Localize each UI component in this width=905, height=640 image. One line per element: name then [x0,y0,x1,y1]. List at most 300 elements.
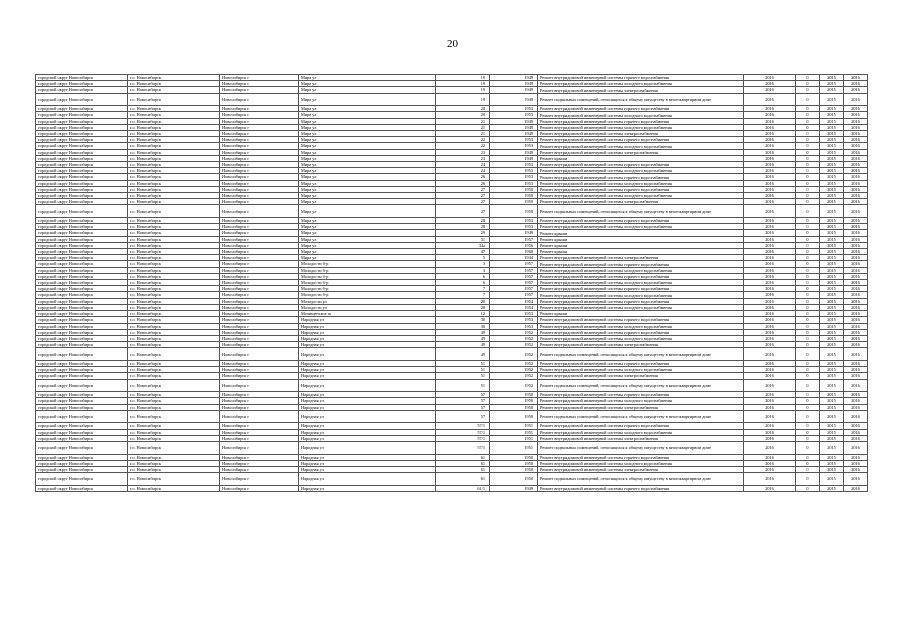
cell-house-number: 20 [436,106,490,112]
cell-street: Мира ул [299,81,436,87]
cell-locality: Новосибирск г [220,404,299,410]
cell-cost: 0 [796,329,820,335]
cell-street: Мира ул [299,131,436,137]
cell-street: Народная ул [299,360,436,366]
cell-street: Народная ул [299,473,436,486]
cell-district: г.о. Новосибирск [128,286,220,292]
cell-build-year: 1949 [490,87,538,93]
cell-end-year: 2016 [844,280,868,286]
cell-build-year: 1953 [490,174,538,180]
cell-cost: 0 [796,180,820,186]
cell-start-year: 2015 [820,335,844,341]
cell-street: Мира ул [299,137,436,143]
cell-street: Мира ул [299,87,436,93]
cell-district: г.о. Новосибирск [128,273,220,279]
cell-house-number: 31 [436,236,490,242]
cell-cost: 0 [796,224,820,230]
cell-build-year: 1953 [490,311,538,317]
cell-cost: 0 [796,199,820,205]
cell-municipality: городской округ Новосибирск [36,168,128,174]
cell-municipality: городской округ Новосибирск [36,162,128,168]
cell-end-year: 2016 [844,255,868,261]
cell-municipality: городской округ Новосибирск [36,460,128,466]
cell-locality: Новосибирск г [220,423,299,429]
cell-plan-year: 2016 [744,360,796,366]
cell-locality: Новосибирск г [220,311,299,317]
cell-locality: Новосибирск г [220,87,299,93]
cell-municipality: городской округ Новосибирск [36,348,128,361]
cell-cost: 0 [796,323,820,329]
cell-district: г.о. Новосибирск [128,199,220,205]
cell-build-year: 1952 [490,367,538,373]
cell-house-number: 30 [436,317,490,323]
cell-build-year: 1953 [490,137,538,143]
cell-municipality: городской округ Новосибирск [36,242,128,248]
cell-street: Народная ул [299,435,436,441]
cell-house-number: 6 [436,280,490,286]
cell-house-number: 57/1 [436,435,490,441]
cell-street: Народная ул [299,485,436,491]
cell-district: г.о. Новосибирск [128,466,220,472]
cell-house-number: 49 [436,342,490,348]
cell-work-type: Ремонт внутридомовой инженерной системы холодного водоснабжения [538,168,744,174]
cell-end-year: 2016 [844,143,868,149]
cell-municipality: городской округ Новосибирск [36,186,128,192]
cell-build-year: 1953 [490,112,538,118]
cell-build-year: 1950 [490,404,538,410]
cell-build-year: 1957 [490,280,538,286]
cell-plan-year: 2016 [744,118,796,124]
cell-municipality: городской округ Новосибирск [36,273,128,279]
cell-street: Молодости б-р [299,273,436,279]
cell-plan-year: 2016 [744,429,796,435]
cell-locality: Новосибирск г [220,218,299,224]
cell-municipality: городской округ Новосибирск [36,149,128,155]
cell-municipality: городской округ Новосибирск [36,485,128,491]
cell-plan-year: 2016 [744,205,796,218]
cell-build-year: 1952 [490,379,538,392]
cell-house-number: 29 [436,230,490,236]
cell-start-year: 2015 [820,224,844,230]
cell-start-year: 2015 [820,193,844,199]
cell-start-year: 2015 [820,435,844,441]
cell-work-type: Ремонт внутридомовой инженерной системы холодного водоснабжения [538,193,744,199]
cell-municipality: городской округ Новосибирск [36,218,128,224]
cell-house-number: 27 [436,199,490,205]
cell-district: г.о. Новосибирск [128,255,220,261]
cell-street: Мира ул [299,112,436,118]
cell-district: г.о. Новосибирск [128,267,220,273]
cell-house-number: 30 [436,323,490,329]
cell-house-number: 49 [436,335,490,341]
cell-build-year: 1949 [490,485,538,491]
cell-locality: Новосибирск г [220,255,299,261]
cell-locality: Новосибирск г [220,441,299,454]
cell-build-year: 1951 [490,429,538,435]
cell-end-year: 2016 [844,367,868,373]
cell-house-number: 34а [436,242,490,248]
cell-street: Мира ул [299,149,436,155]
cell-district: г.о. Новосибирск [128,186,220,192]
cell-municipality: городской округ Новосибирск [36,298,128,304]
cell-build-year: 1950 [490,392,538,398]
cell-house-number: 7 [436,286,490,292]
cell-house-number: 61 [436,473,490,486]
cell-house-number: 20 [436,112,490,118]
cell-work-type: Ремонт внутридомовой инженерной системы горячего водоснабжения [538,137,744,143]
cell-work-type: Ремонт внутридомовой инженерной системы электроснабжения [538,255,744,261]
cell-locality: Новосибирск г [220,193,299,199]
cell-locality: Новосибирск г [220,162,299,168]
cell-end-year: 2016 [844,230,868,236]
cell-street: Мира ул [299,199,436,205]
cell-start-year: 2015 [820,392,844,398]
cell-street: Молодости ул [299,298,436,304]
cell-cost: 0 [796,367,820,373]
cell-build-year: 1950 [490,199,538,205]
cell-end-year: 2016 [844,404,868,410]
cell-end-year: 2016 [844,304,868,310]
cell-end-year: 2016 [844,473,868,486]
cell-district: г.о. Новосибирск [128,373,220,379]
cell-house-number: 51 [436,367,490,373]
cell-plan-year: 2016 [744,454,796,460]
cell-cost: 0 [796,249,820,255]
cell-municipality: городской округ Новосибирск [36,454,128,460]
cell-work-type: Ремонт внутридомовой инженерной системы горячего водоснабжения [538,75,744,81]
cell-municipality: городской округ Новосибирск [36,441,128,454]
cell-cost: 0 [796,286,820,292]
cell-plan-year: 2016 [744,249,796,255]
cell-start-year: 2015 [820,379,844,392]
cell-house-number: 61 [436,460,490,466]
cell-municipality: городской округ Новосибирск [36,292,128,298]
cell-start-year: 2015 [820,286,844,292]
cell-start-year: 2015 [820,162,844,168]
cell-district: г.о. Новосибирск [128,454,220,460]
cell-municipality: городской округ Новосибирск [36,473,128,486]
cell-start-year: 2015 [820,106,844,112]
cell-locality: Новосибирск г [220,460,299,466]
cell-municipality: городской округ Новосибирск [36,193,128,199]
cell-cost: 0 [796,298,820,304]
cell-work-type: Ремонт внутридомовой инженерной системы горячего водоснабжения [538,106,744,112]
cell-start-year: 2015 [820,230,844,236]
cell-district: г.о. Новосибирск [128,242,220,248]
cell-house-number: 12 [436,311,490,317]
cell-start-year: 2015 [820,423,844,429]
cell-end-year: 2016 [844,335,868,341]
cell-cost: 0 [796,304,820,310]
cell-end-year: 2016 [844,485,868,491]
cell-start-year: 2015 [820,174,844,180]
cell-build-year: 1950 [490,466,538,472]
cell-build-year: 1952 [490,342,538,348]
cell-build-year: 1952 [490,373,538,379]
cell-plan-year: 2016 [744,342,796,348]
cell-street: Мира ул [299,174,436,180]
cell-work-type: Ремонт подвальных помещений, относящихся к общему имуществу в многоквартирном доме [538,348,744,361]
cell-house-number: 28 [436,218,490,224]
cell-locality: Новосибирск г [220,348,299,361]
cell-start-year: 2015 [820,485,844,491]
cell-district: г.о. Новосибирск [128,398,220,404]
cell-start-year: 2015 [820,205,844,218]
cell-street: Мира ул [299,224,436,230]
cell-start-year: 2015 [820,280,844,286]
cell-district: г.о. Новосибирск [128,379,220,392]
cell-cost: 0 [796,255,820,261]
cell-start-year: 2015 [820,348,844,361]
cell-house-number: 47 [436,249,490,255]
cell-street: Молодости ул [299,304,436,310]
cell-cost: 0 [796,267,820,273]
cell-end-year: 2016 [844,398,868,404]
cell-build-year: 1953 [490,323,538,329]
cell-build-year: 1949 [490,118,538,124]
cell-street: Мира ул [299,155,436,161]
cell-build-year: 1950 [490,186,538,192]
cell-street: Народная ул [299,373,436,379]
cell-cost: 0 [796,373,820,379]
cell-end-year: 2016 [844,242,868,248]
cell-street: Мира ул [299,143,436,149]
cell-cost: 0 [796,360,820,366]
cell-house-number: 22 [436,143,490,149]
cell-cost: 0 [796,118,820,124]
cell-district: г.о. Новосибирск [128,317,220,323]
cell-locality: Новосибирск г [220,329,299,335]
cell-cost: 0 [796,335,820,341]
cell-municipality: городской округ Новосибирск [36,373,128,379]
cell-street: Народная ул [299,342,436,348]
cell-end-year: 2016 [844,379,868,392]
cell-start-year: 2015 [820,81,844,87]
cell-house-number: 21 [436,118,490,124]
cell-district: г.о. Новосибирск [128,423,220,429]
cell-cost: 0 [796,292,820,298]
cell-house-number: 61 [436,466,490,472]
cell-work-type: Ремонт подвальных помещений, относящихся к общему имуществу в многоквартирном доме [538,473,744,486]
cell-work-type: Ремонт внутридомовой инженерной системы горячего водоснабжения [538,186,744,192]
cell-start-year: 2015 [820,323,844,329]
cell-street: Народная ул [299,329,436,335]
cell-plan-year: 2016 [744,242,796,248]
cell-street: Мира ул [299,230,436,236]
cell-locality: Новосибирск г [220,392,299,398]
cell-build-year: 1952 [490,360,538,366]
cell-start-year: 2015 [820,311,844,317]
cell-plan-year: 2016 [744,261,796,267]
cell-locality: Новосибирск г [220,199,299,205]
cell-plan-year: 2016 [744,317,796,323]
cell-end-year: 2016 [844,423,868,429]
cell-house-number: 20 [436,298,490,304]
cell-work-type: Ремонт внутридомовой инженерной системы горячего водоснабжения [538,174,744,180]
cell-start-year: 2015 [820,267,844,273]
cell-district: г.о. Новосибирск [128,180,220,186]
cell-start-year: 2015 [820,410,844,423]
cell-street: Мира ул [299,255,436,261]
cell-municipality: городской округ Новосибирск [36,329,128,335]
cell-start-year: 2015 [820,304,844,310]
cell-cost: 0 [796,112,820,118]
cell-locality: Новосибирск г [220,131,299,137]
cell-municipality: городской округ Новосибирск [36,398,128,404]
cell-plan-year: 2016 [744,348,796,361]
cell-house-number: 23 [436,155,490,161]
cell-district: г.о. Новосибирск [128,392,220,398]
cell-plan-year: 2016 [744,373,796,379]
cell-street: Народная ул [299,404,436,410]
cell-start-year: 2015 [820,199,844,205]
cell-house-number: 51 [436,360,490,366]
cell-cost: 0 [796,273,820,279]
cell-build-year: 1949 [490,93,538,106]
cell-plan-year: 2016 [744,174,796,180]
cell-build-year: 1957 [490,273,538,279]
cell-municipality: городской округ Новосибирск [36,435,128,441]
cell-municipality: городской округ Новосибирск [36,131,128,137]
cell-build-year: 1957 [490,286,538,292]
cell-plan-year: 2016 [744,149,796,155]
cell-district: г.о. Новосибирск [128,75,220,81]
cell-house-number: 5 [436,255,490,261]
cell-district: г.о. Новосибирск [128,429,220,435]
cell-plan-year: 2016 [744,435,796,441]
cell-district: г.о. Новосибирск [128,118,220,124]
cell-plan-year: 2016 [744,473,796,486]
cell-house-number: 20 [436,304,490,310]
cell-start-year: 2015 [820,292,844,298]
cell-cost: 0 [796,174,820,180]
cell-house-number: 57 [436,404,490,410]
cell-plan-year: 2016 [744,410,796,423]
cell-start-year: 2015 [820,124,844,130]
cell-end-year: 2016 [844,342,868,348]
cell-district: г.о. Новосибирск [128,168,220,174]
cell-build-year: 1953 [490,106,538,112]
cell-street: Народная ул [299,423,436,429]
cell-street: Мира ул [299,106,436,112]
table-row [36,485,868,491]
cell-cost: 0 [796,460,820,466]
cell-end-year: 2016 [844,466,868,472]
cell-work-type: Ремонт внутридомовой инженерной системы холодного водоснабжения [538,124,744,130]
cell-end-year: 2016 [844,348,868,361]
cell-district: г.о. Новосибирск [128,342,220,348]
cell-plan-year: 2016 [744,460,796,466]
cell-district: г.о. Новосибирск [128,298,220,304]
cell-start-year: 2015 [820,249,844,255]
cell-district: г.о. Новосибирск [128,360,220,366]
cell-start-year: 2015 [820,273,844,279]
cell-locality: Новосибирск г [220,286,299,292]
cell-house-number: 27 [436,186,490,192]
cell-locality: Новосибирск г [220,106,299,112]
cell-district: г.о. Новосибирск [128,292,220,298]
cell-build-year: 1949 [490,81,538,87]
cell-work-type: Ремонт внутридомовой инженерной системы холодного водоснабжения [538,280,744,286]
table-body [36,75,868,492]
cell-cost: 0 [796,149,820,155]
cell-build-year: 1957 [490,261,538,267]
cell-end-year: 2016 [844,199,868,205]
cell-municipality: городской округ Новосибирск [36,87,128,93]
table-row [36,473,868,486]
cell-street: Народная ул [299,410,436,423]
cell-work-type: Ремонт внутридомовой инженерной системы горячего водоснабжения [538,423,744,429]
cell-work-type: Ремонт внутридомовой инженерной системы холодного водоснабжения [538,398,744,404]
cell-locality: Новосибирск г [220,273,299,279]
cell-municipality: городской округ Новосибирск [36,174,128,180]
cell-street: Народная ул [299,466,436,472]
cell-street: Мира ул [299,205,436,218]
cell-district: г.о. Новосибирск [128,485,220,491]
cell-house-number: 6 [436,273,490,279]
cell-cost: 0 [796,168,820,174]
cell-start-year: 2015 [820,255,844,261]
cell-plan-year: 2016 [744,255,796,261]
cell-plan-year: 2016 [744,298,796,304]
cell-municipality: городской округ Новосибирск [36,75,128,81]
cell-work-type: Ремонт крыши [538,155,744,161]
cell-street: Народная ул [299,460,436,466]
cell-end-year: 2016 [844,180,868,186]
cell-district: г.о. Новосибирск [128,404,220,410]
cell-house-number: 24 [436,168,490,174]
cell-district: г.о. Новосибирск [128,218,220,224]
cell-plan-year: 2016 [744,112,796,118]
cell-build-year: 1950 [490,410,538,423]
cell-municipality: городской округ Новосибирск [36,342,128,348]
cell-plan-year: 2016 [744,329,796,335]
cell-work-type: Ремонт внутридомовой инженерной системы горячего водоснабжения [538,261,744,267]
cell-work-type: Ремонт внутридомовой инженерной системы электроснабжения [538,87,744,93]
cell-plan-year: 2016 [744,131,796,137]
cell-end-year: 2016 [844,311,868,317]
cell-build-year: 1954 [490,298,538,304]
cell-street: Мочищенское ш [299,311,436,317]
cell-cost: 0 [796,398,820,404]
cell-work-type: Ремонт крыши [538,242,744,248]
cell-start-year: 2015 [820,398,844,404]
cell-street: Молодости б-р [299,292,436,298]
cell-municipality: городской округ Новосибирск [36,81,128,87]
cell-work-type: Ремонт внутридомовой инженерной системы электроснабжения [538,373,744,379]
cell-build-year: 1957 [490,236,538,242]
cell-start-year: 2015 [820,342,844,348]
cell-end-year: 2016 [844,224,868,230]
cell-cost: 0 [796,280,820,286]
cell-work-type: Ремонт внутридомовой инженерной системы электроснабжения [538,342,744,348]
cell-municipality: городской округ Новосибирск [36,304,128,310]
cell-municipality: городской округ Новосибирск [36,379,128,392]
cell-house-number: 28 [436,224,490,230]
cell-build-year: 1950 [490,460,538,466]
cell-work-type: Ремонт внутридомовой инженерной системы горячего водоснабжения [538,454,744,460]
cell-end-year: 2016 [844,236,868,242]
cell-work-type: Ремонт внутридомовой инженерной системы холодного водоснабжения [538,335,744,341]
cell-locality: Новосибирск г [220,249,299,255]
cell-end-year: 2016 [844,435,868,441]
cell-district: г.о. Новосибирск [128,410,220,423]
cell-end-year: 2016 [844,441,868,454]
cell-locality: Новосибирск г [220,410,299,423]
cell-plan-year: 2016 [744,423,796,429]
cell-end-year: 2016 [844,106,868,112]
cell-start-year: 2015 [820,473,844,486]
